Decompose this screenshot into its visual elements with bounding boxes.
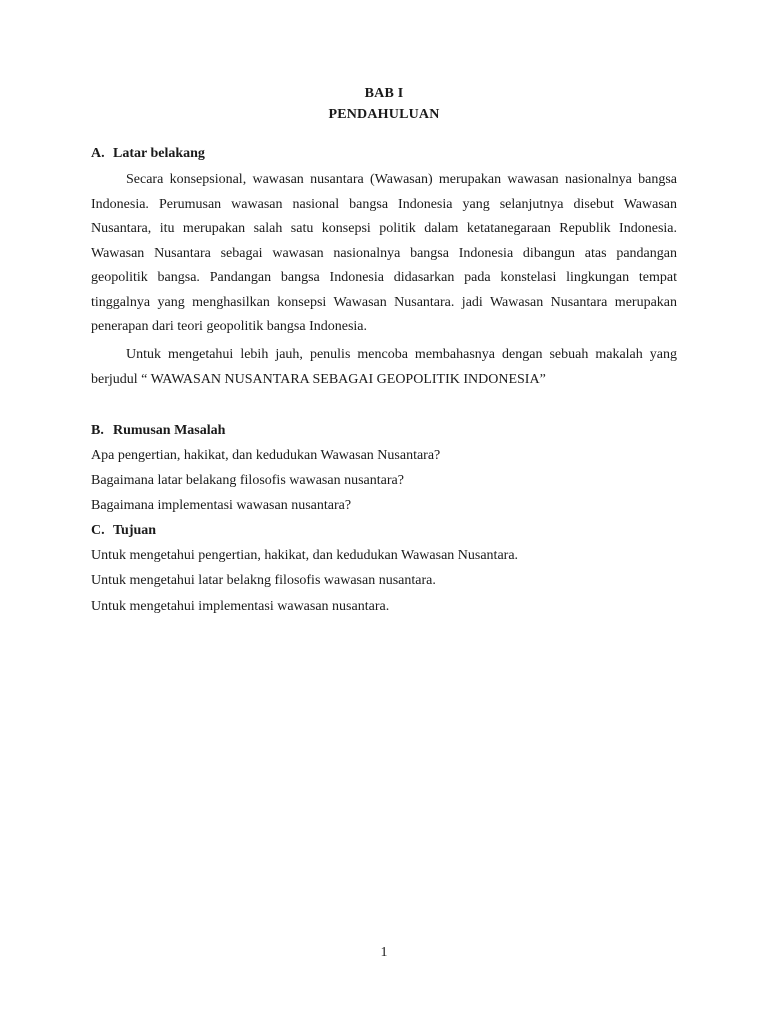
section-c-title: Tujuan [113,523,157,538]
chapter-title: PENDAHULUAN [328,107,440,122]
section-a-heading [91,146,205,162]
section-a-letter: A. [91,146,105,161]
section-b-letter: B. [91,423,104,438]
section-b-item-2: Bagaimana latar belakang filosofis wawasan nusantara? [91,473,404,488]
section-c-heading [91,523,156,539]
chapter-number: BAB I [364,86,404,101]
section-b-item-3: Bagaimana implementasi wawasan nusantara? [91,498,352,513]
section-c-letter: C. [91,523,105,538]
section-a-paragraph-1: Secara konsepsional, wawasan nusantara (Wawasan) merupakan wawasan nasionalnya bangsa Indonesia. Perumusan wawasan nasional bangsa Indonesia yang selanjutnya disebut Wawasan Nusantara, itu merupakan salah satu konsepsi politik dalam ketatanegaraan Republik Indonesia. Wawasan Nusantara sebagai wawasan nasionalnya bangsa Indonesia dibangun atas pandangan geopolitik bangsa. Pandangan bangsa Indonesia didasarkan pada konstelasi lingkungan tempat tinggalnya yang menghasilkan konsepsi Wawasan Nusantara. jadi Wawasan Nusantara merupakan penerapan dari teori geopolitik bangsa Indonesia. [91,172,677,334]
page-number: 1 [380,945,388,960]
section-c-item-2: Untuk mengetahui latar belakng filosofis wawasan nusantara. [91,573,436,588]
section-c-item-1: Untuk mengetahui pengertian, hakikat, dan kedudukan Wawasan Nusantara. [91,548,519,563]
section-c-item-3: Untuk mengetahui implementasi wawasan nusantara. [91,599,390,614]
section-b-item-1: Apa pengertian, hakikat, dan kedudukan Wawasan Nusantara? [91,448,441,463]
section-a-paragraph-2: Untuk mengetahui lebih jauh, penulis mencoba membahasnya dengan sebuah makalah yang berjudul “ WAWASAN NUSANTARA SEBAGAI GEOPOLITIK INDONESIA” [91,347,677,387]
section-a-title: Latar belakang [113,146,205,161]
section-b-heading [91,423,225,439]
section-b-title: Rumusan Masalah [113,423,226,438]
